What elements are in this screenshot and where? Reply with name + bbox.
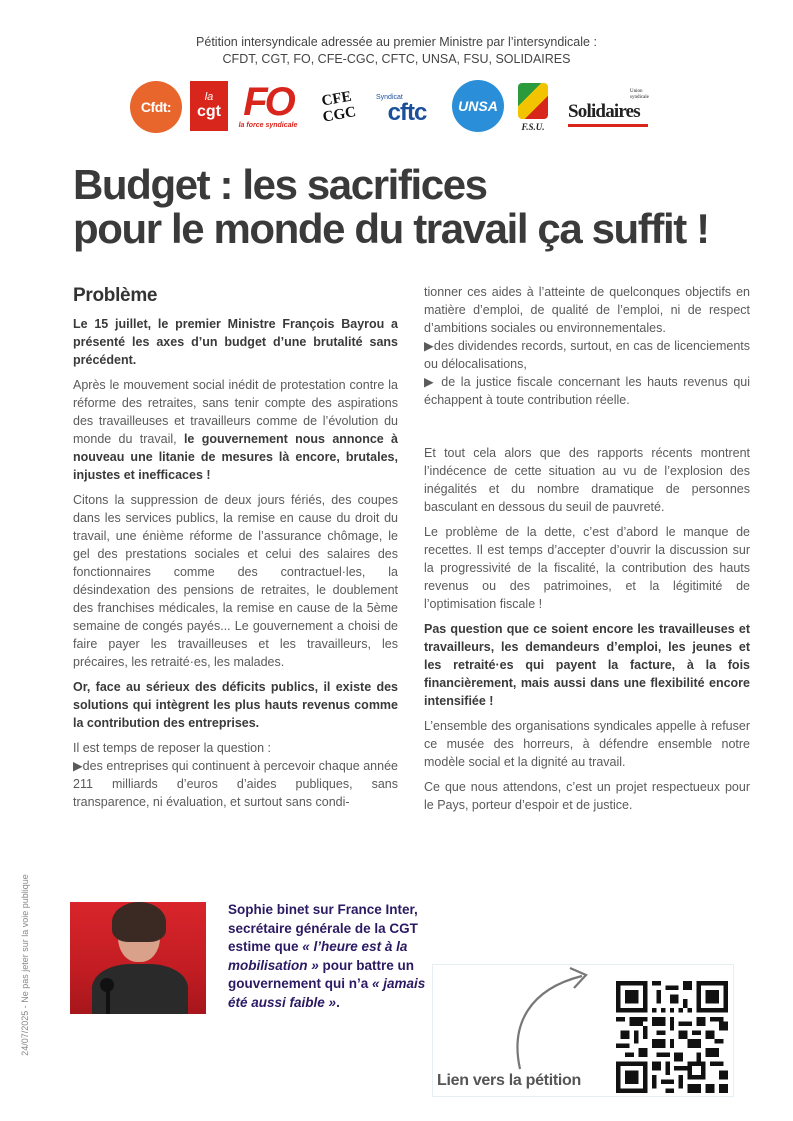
quote-block xyxy=(228,901,448,1012)
left-column xyxy=(73,283,398,818)
title-line-1: Budget : les sacrifices xyxy=(73,161,487,208)
microphone-icon xyxy=(100,978,114,992)
paragraph-context-bold: le gouvernement nous annonce à nouveau une litanie de mesures là encore, brutales, injustes et inefficaces ! xyxy=(73,432,399,482)
quote-italic-1: « l’heure est à la mobilisation » xyxy=(228,939,408,973)
paragraph-question xyxy=(73,739,398,811)
paragraph-context xyxy=(73,376,398,484)
quote-part-1: Sophie binet sur France Inter, secrétaire générale de la CGT estime que xyxy=(228,902,418,954)
fsu-mark-icon xyxy=(518,83,548,119)
paragraph-solutions: Or, face au sérieux des déficits publics, il existe des solutions qui intègrent les plus hauts revenus comme la contribution des entreprises. xyxy=(73,680,398,730)
bullet-aides: ▶des entreprises qui continuent à percevoir chaque année 211 milliards d’euros d’aides publiques, sans transparence, ni évaluation, et surtout sans condi- xyxy=(73,759,398,809)
side-note xyxy=(10,850,40,1080)
paragraph-appel: L’ensemble des organisations syndicales appelle à refuser ce musée des horreurs, à défendre ensemble notre modèle social et la dignité au travail. xyxy=(424,719,750,769)
unsa-logo-text: UNSA xyxy=(458,98,498,114)
cgt-logo xyxy=(190,81,228,131)
bullet-dividendes: ▶des dividendes records, surtout, en cas de licenciements ou délocalisations, xyxy=(424,339,750,371)
solidaires-logo-text: Solidaires xyxy=(568,101,640,122)
solidaires-logo-sub: Union syndicale xyxy=(630,89,649,100)
unsa-logo xyxy=(452,80,504,132)
cftc-logo xyxy=(372,84,442,132)
intro-line-2: CFDT, CGT, FO, CFE-CGC, CFTC, UNSA, FSU, SOLIDAIRES xyxy=(222,52,571,66)
petition-link-label[interactable]: Lien vers la pétition xyxy=(437,1072,581,1089)
cgt-logo-text: cgt xyxy=(197,102,221,120)
cfdt-logo xyxy=(130,81,182,133)
paragraph-lead: Le 15 juillet, le premier Ministre François Bayrou a présenté les axes d’un budget d’une brutalité sans précédent. xyxy=(73,317,398,367)
paragraph-measures: Citons la suppression de deux jours fériés, des coupes dans les services publics, la remise en cause du droit du travail, une énième réforme de l’assurance chômage, le gel des prestations sociales et celui des salaires des fonctionnaires comme des contractuel·les, la désindexation des pensions de retraites, le doublement des franchises médicales, la remise en cause de la 5ème semaine de congés payés... Le gouvernement a choisi de faire payer les travailleuses et les travailleurs, les précaires, les retraité·es, les malades. xyxy=(73,493,398,669)
column-spacer xyxy=(424,416,750,444)
cfe-logo-line1: CFE xyxy=(320,88,353,110)
solidaires-underline xyxy=(568,124,648,127)
cfdt-logo-text: Cfdt: xyxy=(140,99,172,115)
right-column xyxy=(424,283,750,821)
cfe-logo-line2: CGC xyxy=(321,104,358,126)
section-heading: Problème xyxy=(73,285,158,306)
union-logos xyxy=(128,80,658,136)
cftc-logo-text: cftc xyxy=(387,98,427,126)
bullet-justice-fiscale: ▶ de la justice fiscale concernant les hauts revenus qui échappent à toute contribution réelle. xyxy=(424,375,750,407)
paragraph-attente: Ce que nous attendons, c’est un projet respectueux pour le Pays, porteur d’espoir et de justice. xyxy=(424,780,750,812)
fo-logo-sub: la force syndicale xyxy=(238,122,298,129)
paragraph-pas-question: Pas question que ce soient encore les travailleuses et travailleurs, les demandeurs d’emploi, les jeunes et les retraité·es qui payent la facture, à la fois financièrement, mais aussi dans une flexibilité encore intensifiée ! xyxy=(424,622,750,708)
page-title xyxy=(73,163,753,251)
paragraph-context-text: Après le mouvement social inédit de protestation contre la réforme des retraites, sans tenir compte des aspirations des travailleuses et travailleurs comme de l’évolution du monde du travail, xyxy=(73,378,398,446)
paragraph-rapports: Et tout cela alors que des rapports récents montrent l’indécence de cette situation au vu de l’explosion des inégalités et du nombre dramatique de personnes basculant en dessous du seuil de pauvreté. xyxy=(424,446,750,514)
fo-logo-text: FO xyxy=(243,80,293,124)
cftc-logo-sub: Syndicat xyxy=(376,93,403,101)
curved-arrow-icon xyxy=(510,964,600,1074)
intro-text xyxy=(0,34,793,68)
sophie-binet-photo xyxy=(70,902,206,1014)
cfe-cgc-logo xyxy=(308,78,368,136)
quote-italic-2: « jamais été aussi faible » xyxy=(228,976,426,1010)
qr-code-icon[interactable] xyxy=(616,981,728,1093)
quote-part-3: . xyxy=(336,994,340,1010)
photo-hair xyxy=(112,902,166,942)
title-line-2: pour le monde du travail ça suffit ! xyxy=(73,205,709,252)
question-intro: Il est temps de reposer la question : xyxy=(73,741,272,755)
paragraph-aides-cont xyxy=(424,283,750,409)
solidaires-logo xyxy=(568,88,656,128)
intro-line-1: Pétition intersyndicale adressée au premier Ministre par l’intersyndicale : xyxy=(196,35,597,49)
fsu-logo-text: F.S.U. xyxy=(521,121,545,132)
paragraph-dette: Le problème de la dette, c’est d’abord le manque de recettes. Il est temps d’accepter d’ouvrir la discussion sur la progressivité de la fiscalité, la contribution des hauts revenus ou des patrimoines, et la légitimité de l’optimisation fiscale ! xyxy=(424,525,750,611)
quote-part-2: pour battre un gouvernement qui n’a xyxy=(228,957,415,991)
side-note-text: 24/07/2025 - Ne pas jeter sur la voie publique xyxy=(20,874,30,1056)
fsu-logo xyxy=(514,80,552,134)
aides-continuation: tionner ces aides à l’atteinte de quelconques objectifs en matière d’emploi, de qualité de l’emploi, ni de respect d’ambitions sociales ou environnementales. xyxy=(424,285,750,335)
cgt-logo-sub: la xyxy=(204,90,214,103)
fo-logo xyxy=(238,80,298,132)
